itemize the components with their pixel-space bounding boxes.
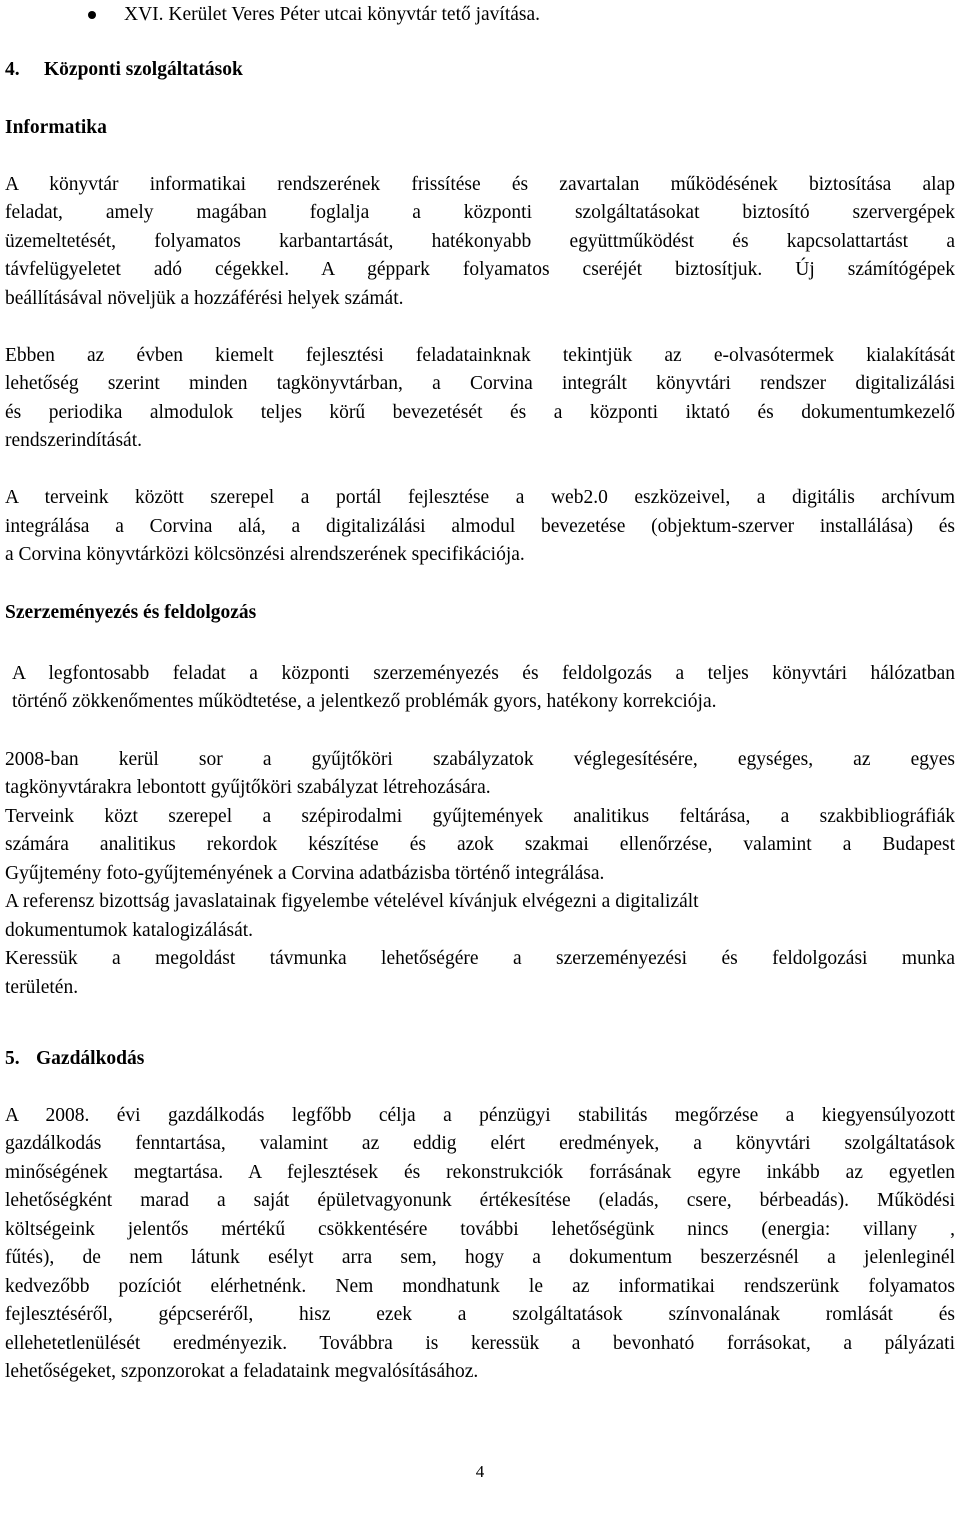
section-5-title: Gazdálkodás (36, 1048, 145, 1069)
paragraph-line: tagkönyvtárakra lebontott gyűjtőköri szabályzat létrehozására. (5, 777, 491, 798)
paragraph-line: Ebben az évben kiemelt fejlesztési feladatainknak tekintjük az e-olvasótermek kialakítását (5, 345, 955, 366)
paragraph-line: és periodika almodulok teljes körű bevezetését és a központi iktató és dokumentumkezelő (5, 402, 955, 423)
bullet-item-text: XVI. Kerület Veres Péter utcai könyvtár tető javítása. (124, 4, 541, 25)
paragraph-line: a Corvina könyvtárközi kölcsönzési alrendszerének specifikációja. (5, 544, 525, 565)
informatika-heading: Informatika (5, 117, 107, 138)
paragraph-line: integrálása a Corvina alá, a digitalizálási almodul bevezetése (objektum-szerver installálása) és (5, 516, 955, 537)
paragraph-line: Keressük a megoldást távmunka lehetőségére a szerzeményezési és feldolgozási munka (5, 948, 955, 969)
paragraph-line: lehetőségként marad a saját épületvagyonunk értékesítése (eladás, csere, bérbeadás). Működési (5, 1190, 955, 1211)
paragraph-line: távfelügyeletet adó cégekkel. A géppark folyamatos cseréjét biztosítjuk. Új számítógépek (5, 259, 955, 280)
szerzemenyezes-heading: Szerzeményezés és feldolgozás (5, 602, 257, 623)
paragraph-line: beállításával növeljük a hozzáférési helyek számát. (5, 288, 404, 309)
paragraph-line: A 2008. évi gazdálkodás legfőbb célja a pénzügyi stabilitás megőrzése a kiegyensúlyozott (5, 1105, 955, 1126)
paragraph-line: történő zökkenőmentes működtetése, a jelentkező problémák gyors, hatékony korrekciója. (12, 691, 717, 712)
paragraph-line: gazdálkodás fenntartása, valamint az eddig elért eredmények, a könyvtári szolgáltatások (5, 1133, 955, 1154)
paragraph-line: rendszerindítását. (5, 430, 142, 451)
paragraph-line: Terveink közt szerepel a szépirodalmi gyűjtemények analitikus feltárása, a szakbibliográfiák (5, 806, 955, 827)
paragraph-line: ellehetetlenülését eredményezik. Továbbra is keressük a bevonható forrásokat, a pályázati (5, 1333, 955, 1354)
paragraph-line: A referensz bizottság javaslatainak figyelembe vételével kívánjuk elvégezni a digitalizált (5, 891, 699, 912)
paragraph-line: A könyvtár informatikai rendszerének frissítése és zavartalan működésének biztosítása alap (5, 174, 955, 195)
section-5-number: 5. (5, 1048, 20, 1069)
paragraph-line: minőségének megtartása. A fejlesztések és rekonstrukciók forrásának egyre inkább az egyetlen (5, 1162, 955, 1183)
paragraph-line: 2008-ban kerül sor a gyűjtőköri szabályzatok véglegesítésére, egységes, az egyes (5, 749, 955, 770)
bullet-icon (88, 11, 96, 19)
paragraph-line: Gyűjtemény foto-gyűjteményének a Corvina adatbázisba történő integrálása. (5, 863, 605, 884)
paragraph-line: számára analitikus rekordok készítése és azok szakmai ellenőrzése, valamint a Budapest (5, 834, 955, 855)
paragraph-line: területén. (5, 977, 79, 998)
paragraph-line: lehetőség szerint minden tagkönyvtárban, a Corvina integrált könyvtári rendszer digitalizálási (5, 373, 955, 394)
page-number: 4 (475, 1462, 485, 1481)
paragraph-line: fejlesztéséről, gépcseréről, hisz ezek a szolgáltatások színvonalának romlását és (5, 1304, 955, 1325)
paragraph-line: kedvezőbb pozíciót elérhetnénk. Nem mondhatunk le az informatikai rendszerünk folyamatos (5, 1276, 955, 1297)
section-4-number: 4. (5, 59, 20, 80)
section-4-title: Központi szolgáltatások (44, 59, 243, 80)
paragraph-line: üzemeltetését, folyamatos karbantartását, hatékonyabb együttműködést és kapcsolattartást a (5, 231, 955, 252)
paragraph-line: A legfontosabb feladat a központi szerzeményezés és feldolgozás a teljes könyvtári hálózatban (12, 663, 955, 684)
paragraph-line: dokumentumok katalogizálását. (5, 920, 254, 941)
paragraph-line: feladat, amely magában foglalja a központi szolgáltatásokat biztosító szervergépek (5, 202, 955, 223)
paragraph-line: fűtés), de nem látunk esélyt arra sem, hogy a dokumentum beszerzésnél a jelenleginél (5, 1247, 955, 1268)
paragraph-line: lehetőségeket, szponzorokat a feladataink megvalósításához. (5, 1361, 479, 1382)
paragraph-line: A terveink között szerepel a portál fejlesztése a web2.0 eszközeivel, a digitális archívum (5, 487, 955, 508)
paragraph-line: költségeink jelentős mértékű csökkentésére további lehetőségünk nincs (energia: villany , (5, 1219, 955, 1240)
